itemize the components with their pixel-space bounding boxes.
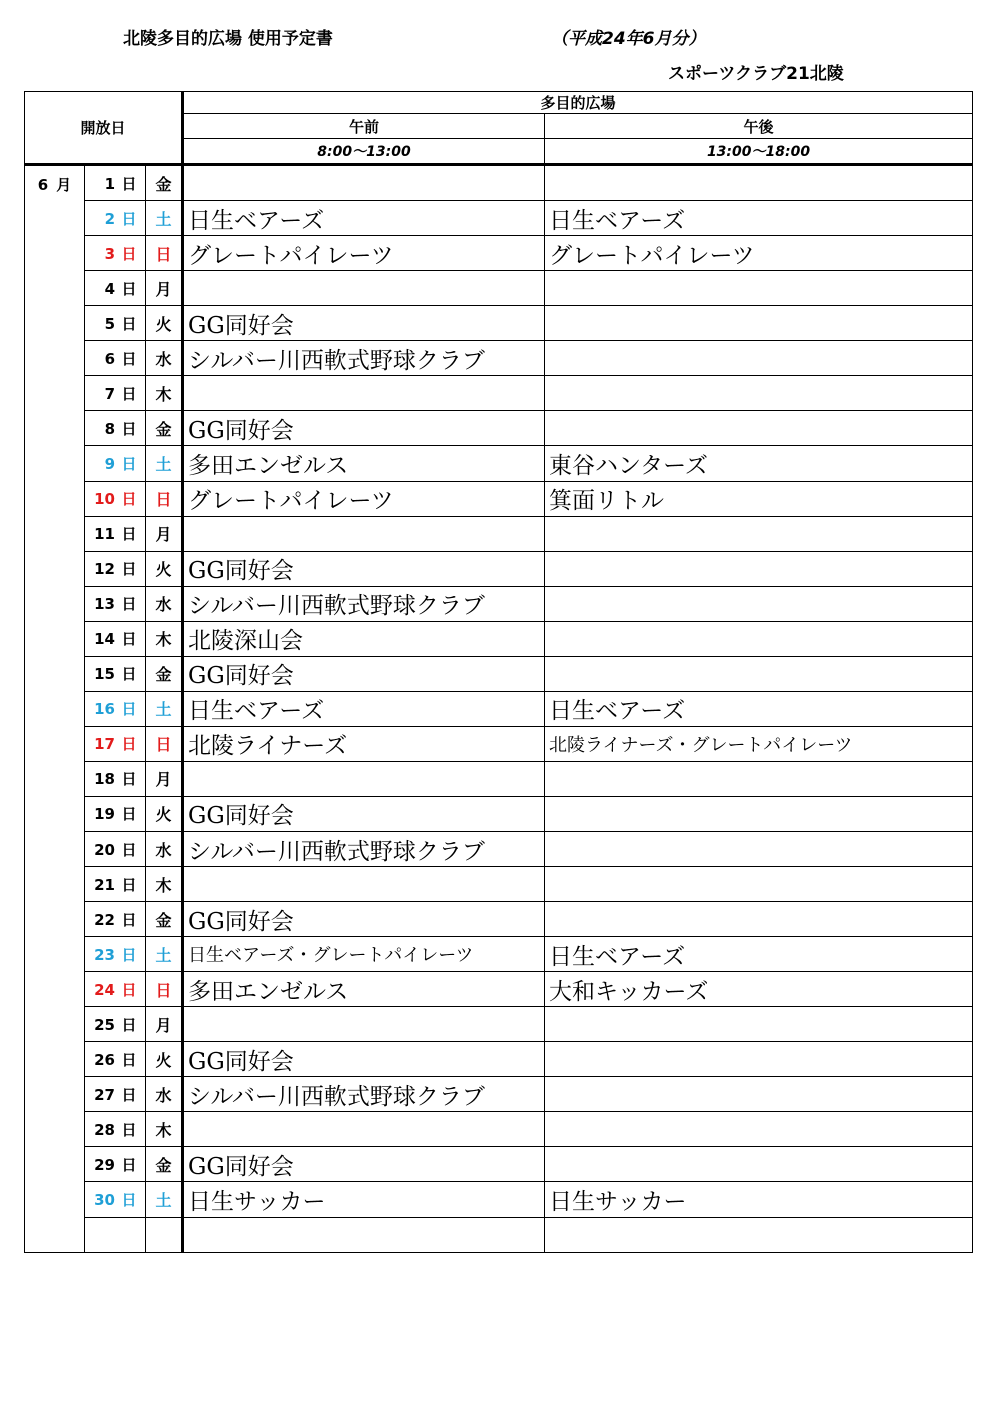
table-row xyxy=(25,341,973,376)
weekday-cell: 火 xyxy=(146,306,183,341)
day-suffix: 日 xyxy=(121,770,137,789)
day-cell xyxy=(85,481,146,516)
morning-booking: 日生サッカー xyxy=(183,1182,545,1217)
weekday-cell: 土 xyxy=(146,446,183,481)
day-number: 6 xyxy=(104,349,115,368)
afternoon-booking: 日生ベアーズ xyxy=(545,691,973,726)
morning-booking: GG同好会 xyxy=(183,1042,545,1077)
day-number: 19 xyxy=(94,805,115,824)
weekday-cell: 日 xyxy=(146,481,183,516)
afternoon-booking xyxy=(545,1042,973,1077)
afternoon-booking xyxy=(545,271,973,306)
facility-header: 多目的広場 xyxy=(183,92,973,114)
organization-name: スポーツクラブ21北陵 xyxy=(668,64,844,84)
day-suffix: 日 xyxy=(121,1190,137,1209)
afternoon-booking xyxy=(545,376,973,411)
weekday-cell: 金 xyxy=(146,656,183,691)
day-cell xyxy=(85,236,146,271)
table-row xyxy=(25,1077,973,1112)
day-suffix: 日 xyxy=(121,525,137,544)
day-cell xyxy=(85,937,146,972)
weekday-cell: 日 xyxy=(146,726,183,761)
weekday-cell: 月 xyxy=(146,516,183,551)
morning-booking: 北陵ライナーズ xyxy=(183,726,545,761)
day-suffix: 日 xyxy=(121,1050,137,1069)
afternoon-booking xyxy=(545,902,973,937)
table-row xyxy=(25,656,973,691)
afternoon-booking xyxy=(545,165,973,201)
morning-booking: GG同好会 xyxy=(183,902,545,937)
day-cell xyxy=(85,972,146,1007)
afternoon-booking xyxy=(545,621,973,656)
weekday-cell: 月 xyxy=(146,761,183,796)
afternoon-booking: 箕面リトル xyxy=(545,481,973,516)
day-number: 30 xyxy=(94,1190,115,1209)
day-cell xyxy=(85,165,146,201)
table-row xyxy=(25,726,973,761)
day-cell xyxy=(85,411,146,446)
month-suffix: 月 xyxy=(56,176,72,195)
day-suffix: 日 xyxy=(121,1085,137,1104)
day-cell xyxy=(85,446,146,481)
morning-booking xyxy=(183,867,545,902)
day-number: 10 xyxy=(94,490,115,509)
table-row xyxy=(25,236,973,271)
afternoon-booking xyxy=(545,867,973,902)
table-row xyxy=(25,586,973,621)
afternoon-booking xyxy=(545,586,973,621)
morning-booking xyxy=(183,376,545,411)
afternoon-booking xyxy=(545,1147,973,1182)
morning-booking: GG同好会 xyxy=(183,796,545,831)
day-cell xyxy=(85,271,146,306)
day-cell xyxy=(85,341,146,376)
day-suffix: 日 xyxy=(121,1015,137,1034)
morning-booking: シルバー川西軟式野球クラブ xyxy=(183,341,545,376)
afternoon-booking xyxy=(545,1077,973,1112)
day-cell xyxy=(85,796,146,831)
morning-booking xyxy=(183,165,545,201)
table-row xyxy=(25,867,973,902)
month-number: 6 xyxy=(37,176,49,195)
weekday-cell: 火 xyxy=(146,796,183,831)
day-number: 26 xyxy=(94,1050,115,1069)
table-row xyxy=(25,621,973,656)
morning-header: 午前 xyxy=(183,114,545,139)
table-row xyxy=(25,1217,973,1253)
morning-booking: グレートパイレーツ xyxy=(183,236,545,271)
header-row-facility xyxy=(25,92,973,114)
morning-booking xyxy=(183,1217,545,1253)
morning-booking: GG同好会 xyxy=(183,306,545,341)
afternoon-booking xyxy=(545,656,973,691)
day-cell xyxy=(85,376,146,411)
day-number: 16 xyxy=(94,700,115,719)
day-suffix: 日 xyxy=(121,560,137,579)
afternoon-booking xyxy=(545,411,973,446)
day-suffix: 日 xyxy=(121,174,137,193)
day-cell xyxy=(85,201,146,236)
document-period: （平成24年6月分） xyxy=(551,29,706,49)
afternoon-booking xyxy=(545,796,973,831)
weekday-cell: 水 xyxy=(146,586,183,621)
afternoon-booking: 日生ベアーズ xyxy=(545,937,973,972)
day-cell xyxy=(85,1007,146,1042)
weekday-cell: 木 xyxy=(146,621,183,656)
day-number: 25 xyxy=(94,1015,115,1034)
morning-booking: GG同好会 xyxy=(183,656,545,691)
day-number: 18 xyxy=(94,770,115,789)
day-suffix: 日 xyxy=(121,314,137,333)
day-number: 20 xyxy=(94,840,115,859)
afternoon-booking: グレートパイレーツ xyxy=(545,236,973,271)
schedule-table xyxy=(24,91,973,1253)
day-number: 1 xyxy=(104,174,115,193)
morning-booking: GG同好会 xyxy=(183,551,545,586)
day-cell xyxy=(85,902,146,937)
table-row xyxy=(25,1147,973,1182)
day-number: 24 xyxy=(94,980,115,999)
day-cell xyxy=(85,831,146,866)
table-row xyxy=(25,831,973,866)
weekday-cell: 月 xyxy=(146,271,183,306)
weekday-cell: 土 xyxy=(146,691,183,726)
day-suffix: 日 xyxy=(121,630,137,649)
morning-booking: 日生ベアーズ xyxy=(183,201,545,236)
weekday-cell xyxy=(146,1217,183,1253)
weekday-cell: 火 xyxy=(146,1042,183,1077)
table-row xyxy=(25,1007,973,1042)
morning-booking: シルバー川西軟式野球クラブ xyxy=(183,831,545,866)
day-cell xyxy=(85,726,146,761)
weekday-cell: 月 xyxy=(146,1007,183,1042)
day-cell xyxy=(85,761,146,796)
morning-booking: GG同好会 xyxy=(183,411,545,446)
table-row xyxy=(25,411,973,446)
open-day-header: 開放日 xyxy=(25,92,183,165)
day-suffix: 日 xyxy=(121,454,137,473)
day-cell xyxy=(85,516,146,551)
day-number: 29 xyxy=(94,1155,115,1174)
weekday-cell: 水 xyxy=(146,1077,183,1112)
morning-time: 8:00～13:00 xyxy=(183,139,545,165)
day-number: 22 xyxy=(94,910,115,929)
table-row xyxy=(25,481,973,516)
table-row xyxy=(25,1182,973,1217)
afternoon-time: 13:00～18:00 xyxy=(545,139,973,165)
month-cell xyxy=(25,165,85,1253)
morning-booking: シルバー川西軟式野球クラブ xyxy=(183,1077,545,1112)
weekday-cell: 金 xyxy=(146,1147,183,1182)
afternoon-booking xyxy=(545,341,973,376)
table-row xyxy=(25,902,973,937)
table-row xyxy=(25,271,973,306)
day-number: 28 xyxy=(94,1120,115,1139)
afternoon-booking: 日生サッカー xyxy=(545,1182,973,1217)
afternoon-booking xyxy=(545,1007,973,1042)
table-row xyxy=(25,1112,973,1147)
table-row xyxy=(25,691,973,726)
day-suffix: 日 xyxy=(121,840,137,859)
table-row xyxy=(25,516,973,551)
day-number: 23 xyxy=(94,945,115,964)
day-suffix: 日 xyxy=(121,490,137,509)
weekday-cell: 土 xyxy=(146,201,183,236)
day-suffix: 日 xyxy=(121,279,137,298)
afternoon-booking xyxy=(545,1217,973,1253)
morning-booking: 多田エンゼルス xyxy=(183,972,545,1007)
weekday-cell: 火 xyxy=(146,551,183,586)
morning-booking xyxy=(183,271,545,306)
day-number: 4 xyxy=(104,279,115,298)
day-suffix: 日 xyxy=(121,419,137,438)
day-cell xyxy=(85,1112,146,1147)
day-number: 8 xyxy=(104,419,115,438)
day-number: 13 xyxy=(94,595,115,614)
day-suffix: 日 xyxy=(121,244,137,263)
afternoon-booking: 東谷ハンターズ xyxy=(545,446,973,481)
morning-booking xyxy=(183,1007,545,1042)
day-number: 14 xyxy=(94,630,115,649)
day-cell xyxy=(85,1042,146,1077)
afternoon-booking: 北陵ライナーズ・グレートパイレーツ xyxy=(545,726,973,761)
day-suffix: 日 xyxy=(121,875,137,894)
day-suffix: 日 xyxy=(121,595,137,614)
day-suffix: 日 xyxy=(121,945,137,964)
schedule-body xyxy=(25,92,973,1253)
table-row xyxy=(25,201,973,236)
day-cell xyxy=(85,691,146,726)
afternoon-booking: 大和キッカーズ xyxy=(545,972,973,1007)
weekday-cell: 金 xyxy=(146,411,183,446)
table-row xyxy=(25,761,973,796)
day-cell xyxy=(85,1217,146,1253)
day-suffix: 日 xyxy=(121,209,137,228)
day-number: 11 xyxy=(94,525,115,544)
day-suffix: 日 xyxy=(121,700,137,719)
morning-booking: グレートパイレーツ xyxy=(183,481,545,516)
morning-booking xyxy=(183,761,545,796)
weekday-cell: 金 xyxy=(146,165,183,201)
day-suffix: 日 xyxy=(121,384,137,403)
weekday-cell: 木 xyxy=(146,376,183,411)
day-number: 9 xyxy=(104,454,115,473)
afternoon-booking xyxy=(545,551,973,586)
day-suffix: 日 xyxy=(121,1155,137,1174)
weekday-cell: 日 xyxy=(146,972,183,1007)
day-suffix: 日 xyxy=(121,805,137,824)
table-row xyxy=(25,376,973,411)
document-title: 北陵多目的広場 使用予定書 xyxy=(123,29,333,49)
afternoon-booking xyxy=(545,516,973,551)
morning-booking: シルバー川西軟式野球クラブ xyxy=(183,586,545,621)
table-row xyxy=(25,972,973,1007)
day-number: 27 xyxy=(94,1085,115,1104)
day-cell xyxy=(85,1077,146,1112)
weekday-cell: 木 xyxy=(146,867,183,902)
table-row xyxy=(25,165,973,201)
day-cell xyxy=(85,306,146,341)
weekday-cell: 金 xyxy=(146,902,183,937)
morning-booking: 日生ベアーズ xyxy=(183,691,545,726)
day-number: 15 xyxy=(94,665,115,684)
weekday-cell: 日 xyxy=(146,236,183,271)
day-cell xyxy=(85,1147,146,1182)
day-suffix: 日 xyxy=(121,735,137,754)
day-cell xyxy=(85,1182,146,1217)
morning-booking xyxy=(183,516,545,551)
morning-booking: 日生ベアーズ・グレートパイレーツ xyxy=(183,937,545,972)
day-suffix: 日 xyxy=(121,1120,137,1139)
weekday-cell: 水 xyxy=(146,831,183,866)
table-row xyxy=(25,306,973,341)
weekday-cell: 土 xyxy=(146,937,183,972)
day-suffix: 日 xyxy=(121,910,137,929)
weekday-cell: 土 xyxy=(146,1182,183,1217)
table-row xyxy=(25,796,973,831)
day-number: 12 xyxy=(94,560,115,579)
day-number: 3 xyxy=(104,244,115,263)
afternoon-header: 午後 xyxy=(545,114,973,139)
morning-booking xyxy=(183,1112,545,1147)
afternoon-booking xyxy=(545,1112,973,1147)
day-cell xyxy=(85,656,146,691)
afternoon-booking xyxy=(545,831,973,866)
day-cell xyxy=(85,621,146,656)
day-suffix: 日 xyxy=(121,980,137,999)
weekday-cell: 木 xyxy=(146,1112,183,1147)
morning-booking: 北陵深山会 xyxy=(183,621,545,656)
afternoon-booking xyxy=(545,761,973,796)
morning-booking: 多田エンゼルス xyxy=(183,446,545,481)
day-number: 21 xyxy=(94,875,115,894)
day-number: 2 xyxy=(104,209,115,228)
day-suffix: 日 xyxy=(121,665,137,684)
table-row xyxy=(25,446,973,481)
table-row xyxy=(25,937,973,972)
day-number: 17 xyxy=(94,735,115,754)
afternoon-booking xyxy=(545,306,973,341)
day-number: 5 xyxy=(104,314,115,333)
table-row xyxy=(25,1042,973,1077)
weekday-cell: 水 xyxy=(146,341,183,376)
afternoon-booking: 日生ベアーズ xyxy=(545,201,973,236)
day-cell xyxy=(85,586,146,621)
day-suffix: 日 xyxy=(121,349,137,368)
morning-booking: GG同好会 xyxy=(183,1147,545,1182)
day-cell xyxy=(85,551,146,586)
day-cell xyxy=(85,867,146,902)
table-row xyxy=(25,551,973,586)
day-number: 7 xyxy=(104,384,115,403)
